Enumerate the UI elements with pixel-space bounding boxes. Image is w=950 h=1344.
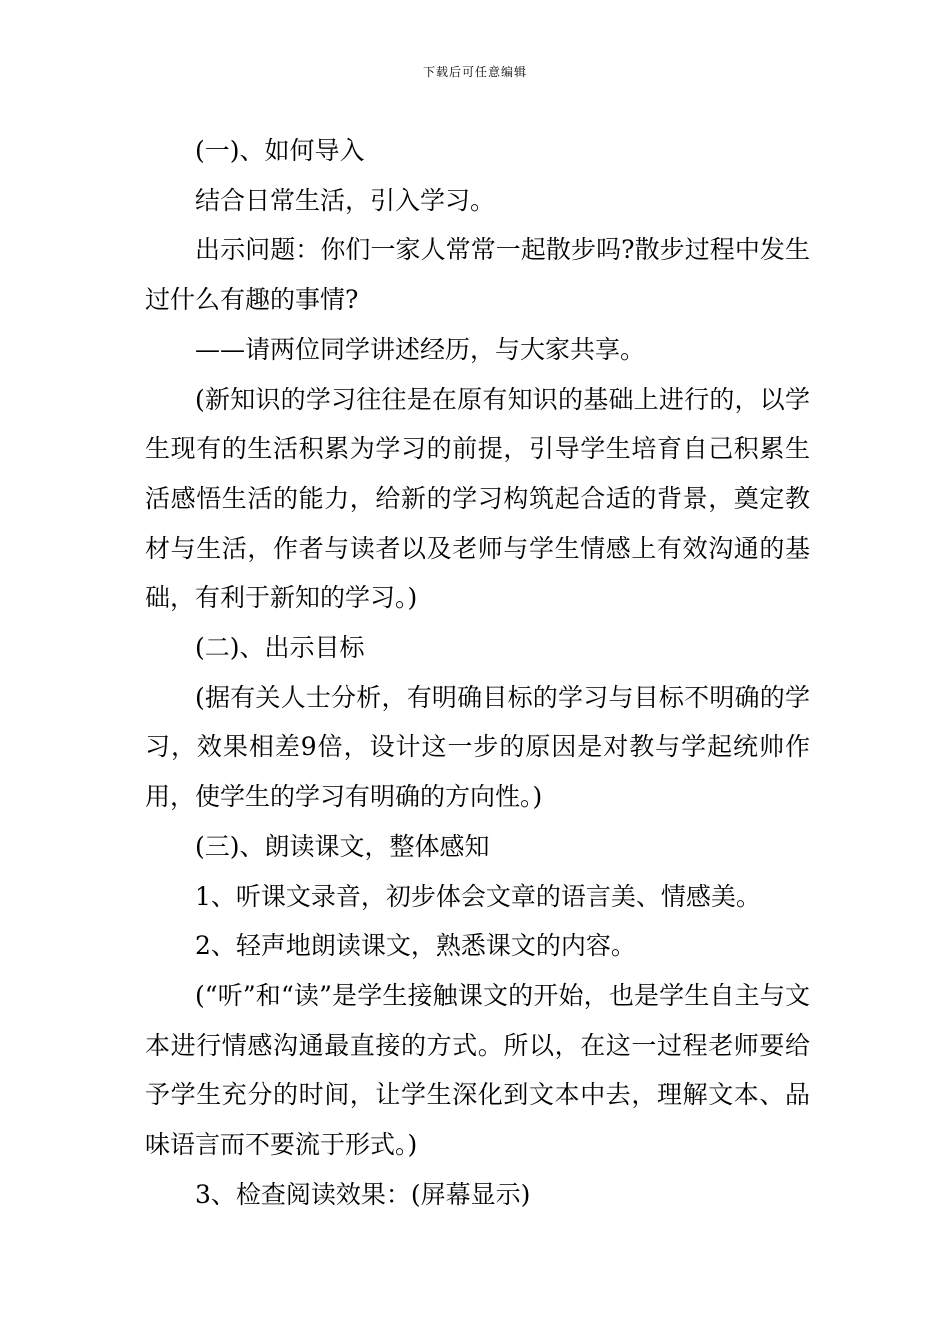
paragraph: (据有关人士分析，有明确目标的学习与目标不明确的学习，效果相差9倍，设计这一步的原因是对教与学起统帅作用，使学生的学习有明确的方向性。) bbox=[145, 682, 810, 812]
section-heading-1: (一)、如何导入 bbox=[195, 136, 365, 165]
paragraph: (新知识的学习往往是在原有知识的基础上进行的，以学生现有的生活积累为学习的前提，引导学生培育自己积累生活感悟生活的能力，给新的学习构筑起合适的背景，奠定教材与生活，作者与读者以及老师与学生情感上有效沟通的基础，有利于新知的学习。) bbox=[145, 384, 810, 613]
paragraph: 出示问题：你们一家人常常一起散步吗?散步过程中发生过什么有趣的事情? bbox=[145, 235, 810, 315]
paragraph: ——请两位同学讲述经历，与大家共享。 bbox=[195, 334, 646, 364]
list-item: 3、检查阅读效果：(屏幕显示) bbox=[195, 1179, 531, 1209]
paragraph: 结合日常生活，引入学习。 bbox=[195, 185, 496, 215]
page-header: 下载后可任意编辑 bbox=[422, 65, 527, 79]
list-item: 1、听课文录音，初步体会文章的语言美、情感美。 bbox=[195, 881, 761, 911]
paragraph: (“听”和“读”是学生接触课文的开始，也是学生自主与文本进行情感沟通最直接的方式。所以，在这一过程老师要给予学生充分的时间，让学生深化到文本中去，理解文本、品味语言而不要流于形式。) bbox=[145, 980, 810, 1160]
section-heading-2: (二)、出示目标 bbox=[195, 633, 365, 663]
section-heading-3: (三)、朗读课文，整体感知 bbox=[195, 831, 490, 861]
document-body bbox=[145, 126, 810, 1219]
list-item: 2、轻声地朗读课文，熟悉课文的内容。 bbox=[195, 931, 636, 961]
